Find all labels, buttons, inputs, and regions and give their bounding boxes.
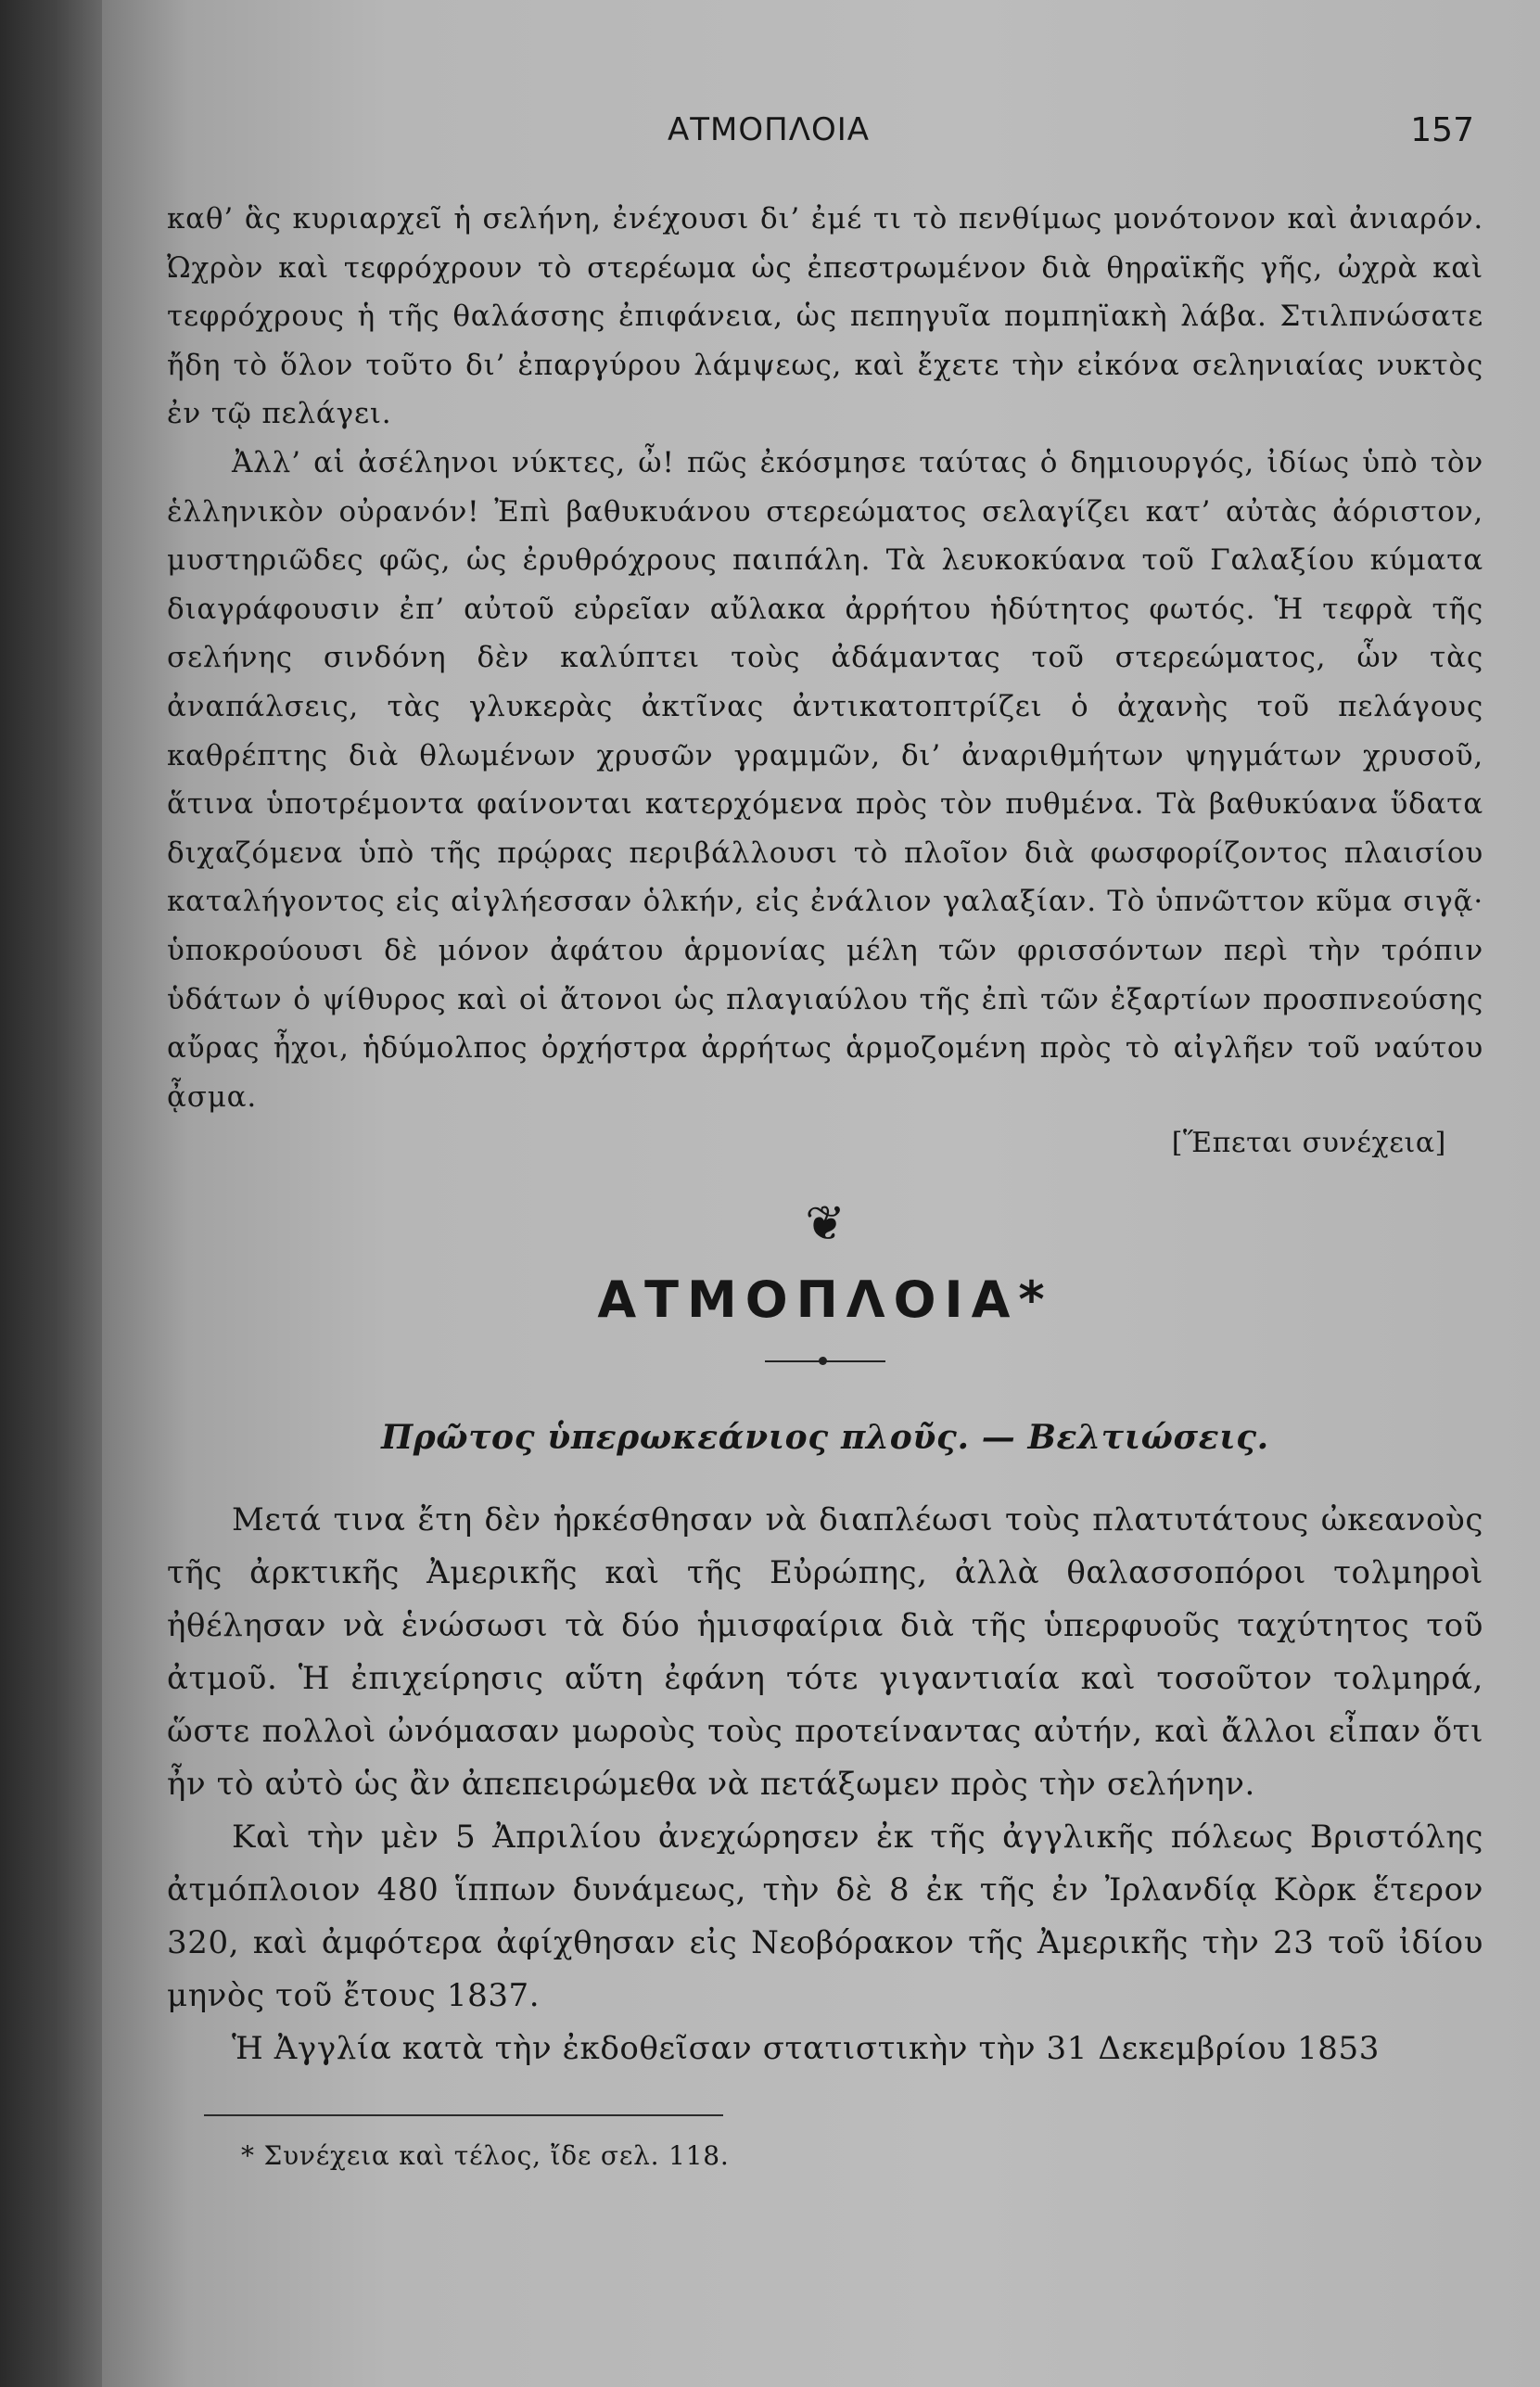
body-paragraph-1: καθ’ ἃς κυριαρχεῖ ἡ σελήνη, ἐνέχουσι δι’ ἐμέ τι τὸ πενθίμως μονότονον καὶ ἀνιαρόν. Ὠχρὸν καὶ τεφρόχρουν τὸ στερέωμα ὡς ἐπεστρωμένον διὰ θηραϊκῆς γῆς, ὠχρὰ καὶ τεφρόχρους ἡ τῆς θαλάσσης ἐπιφάνεια, ὡς πεπηγυῖα πομπηϊακὴ λάβα. Στιλπνώσατε ἤδη τὸ ὅλον τοῦτο δι’ ἐπαργύρου λάμψεως, καὶ ἔχετε τὴν εἰκόνα σεληνιαίας νυκτὸς ἐν τῷ πελάγει.	[167, 202, 1483, 431]
continued-note: [Ἕπεται συνέχεια]	[1171, 1127, 1446, 1160]
body-paragraph-2: Ἀλλ’ αἱ ἀσέληνοι νύκτες, ὦ! πῶς ἐκόσμησε ταύτας ὁ δημιουργός, ἰδίως ὑπὸ τὸν ἑλληνικὸν οὐρανόν! Ἐπὶ βαθυκυάνου στερεώματος σελαγίζει κατ’ αὐτὰς ἀόριστον, μυστηριῶδες φῶς, ὡς ἐρυθρόχρους παιπάλη. Τὰ λευκοκύανα τοῦ Γαλαξίου κύματα διαγράφουσιν ἐπ’ αὐτοῦ εὐρεῖαν αὔλακα ἀρρήτου ἡδύτητος φωτός. Ἡ τεφρὰ τῆς σελήνης σινδόνη δὲν καλύπτει τοὺς ἀδάμαντας τοῦ στερεώματος, ὧν τὰς ἀναπάλσεις, τὰς γλυκερὰς ἀκτῖνας ἀντικατοπτρίζει ὁ ἀχανὴς τοῦ πελάγους καθρέπτης διὰ θλωμένων χρυσῶν γραμμῶν, δι’ ἀναριθμήτων ψηγμάτων χρυσοῦ, ἅτινα ὑποτρέμοντα φαίνονται κατερχόμενα πρὸς τὸν πυθμένα. Τὰ βαθυκύανα ὕδατα διχαζόμενα ὑπὸ τῆς πρῴρας περιβάλλουσι τὸ πλοῖον διὰ φωσφορίζοντος πλαισίου καταλήγοντος εἰς αἰγλήεσσαν ὁλκήν, εἰς ἐνάλιον γαλαξίαν. Τὸ ὑπνῶττον κῦμα σιγᾷ· ὑποκρούουσι δὲ μόνον ἀφάτου ἁρμονίας μέλη τῶν φρισσόντων περὶ τὴν τρόπιν ὑδάτων ὁ ψίθυρος καὶ οἱ ἄτονοι ὡς πλαγιαύλου τῆς ἐπὶ τῶν ἐξαρτίων προσπνεούσης αὔρας ἦχοι, ἡδύμολπος ὀρχήστρα ἀρρήτως ἁρμοζομένη πρὸς τὸ αἰγλῆεν τοῦ ναύτου ᾆσμα.	[167, 445, 1483, 1114]
leaf-ornament-icon: ❦	[805, 1196, 846, 1253]
running-head: ΑΤΜΟΠΛΟΙΑ	[668, 111, 870, 148]
page-number: 157	[1410, 111, 1474, 149]
divider-dot	[819, 1357, 827, 1365]
page-content	[167, 102, 1483, 2171]
footnote: * Συνέχεια καὶ τέλος, ἴδε σελ. 118.	[241, 2140, 730, 2172]
section-title: ΑΤΜΟΠΛΟΙΑ*	[597, 1270, 1053, 1330]
title-divider	[765, 1360, 885, 1362]
footnote-rule	[204, 2114, 723, 2116]
section-paragraph-2: Καὶ τὴν μὲν 5 Ἀπριλίου ἀνεχώρησεν ἐκ τῆς ἀγγλικῆς πόλεως Βριστόλης ἀτμόπλοιον 480 ἵππων δυνάμεως, τὴν δὲ 8 ἐκ τῆς ἐν Ἰρλανδίᾳ Κὸρκ ἕτερον 320, καὶ ἀμφότερα ἀφίχθησαν εἰς Νεοβόρακον τῆς Ἀμερικῆς τὴν 23 τοῦ ἰδίου μηνὸς τοῦ ἔτους 1837.	[167, 1819, 1483, 2015]
section-subtitle: Πρῶτος ὑπερωκεάνιος πλοῦς. — Βελτιώσεις.	[381, 1418, 1269, 1458]
book-page	[102, 0, 1540, 2387]
section-paragraph-3: Ἡ Ἀγγλία κατὰ τὴν ἐκδοθεῖσαν στατιστικὴν τὴν 31 Δεκεμβρίου 1853	[232, 2030, 1380, 2068]
section-paragraph-1: Μετά τινα ἔτη δὲν ἠρκέσθησαν νὰ διαπλέωσι τοὺς πλατυτάτους ὠκεανοὺς τῆς ἀρκτικῆς Ἀμερικῆς καὶ τῆς Εὐρώπης, ἀλλὰ θαλασσοπόροι τολμηροὶ ἠθέλησαν νὰ ἑνώσωσι τὰ δύο ἡμισφαίρια διὰ τῆς ὑπερφυοῦς ταχύτητος τοῦ ἀτμοῦ. Ἡ ἐπιχείρησις αὕτη ἐφάνη τότε γιγαντιαία καὶ τοσοῦτον τολμηρά, ὥστε πολλοὶ ὠνόμασαν μωροὺς τοὺς προτείναντας αὐτήν, καὶ ἄλλοι εἶπαν ὅτι ἦν τὸ αὐτὸ ὡς ἂν ἀπεπειρώμεθα νὰ πετάξωμεν πρὸς τὴν σελήνην.	[167, 1501, 1483, 1804]
page-header	[167, 102, 1483, 158]
